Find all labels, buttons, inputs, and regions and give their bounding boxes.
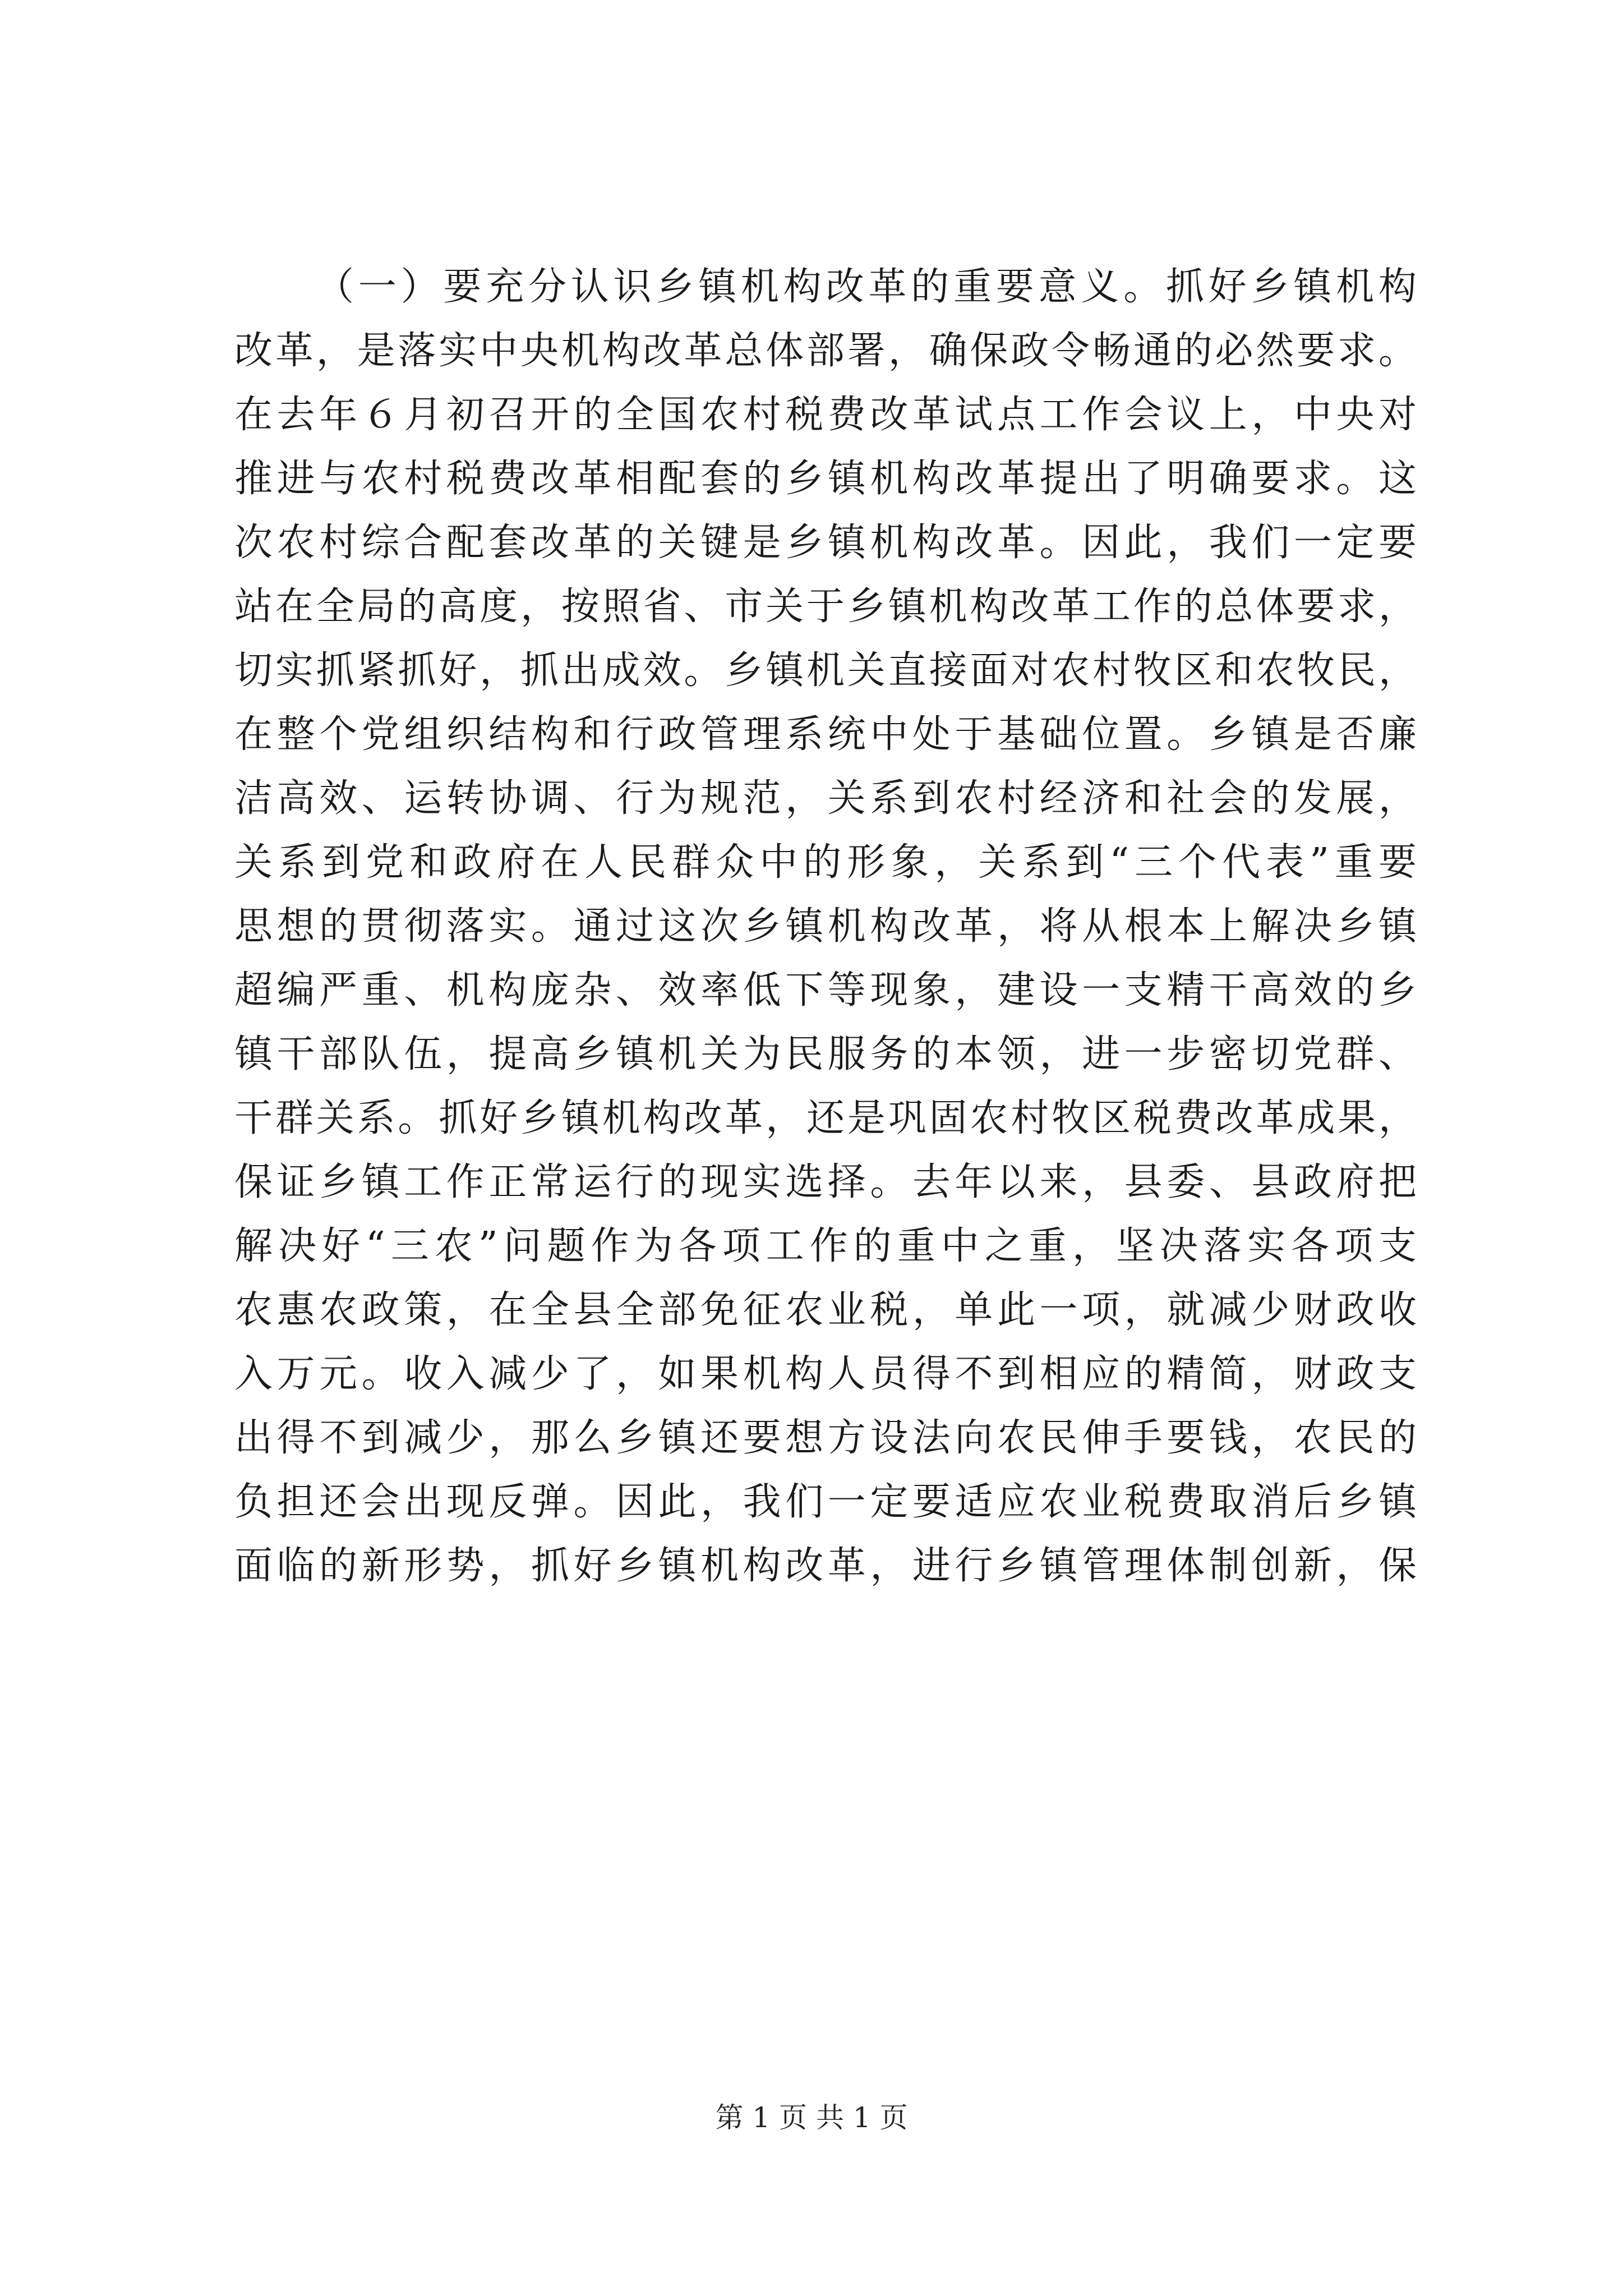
- text-line: 干群关系。抓好乡镇机构改革，还是巩固农村牧区税费改革成果，: [234, 1096, 1418, 1140]
- text-line: 切实抓紧抓好，抓出成效。乡镇机关直接面对农村牧区和农牧民，: [234, 648, 1418, 693]
- text-line: 洁高效、运转协调、行为规范，关系到农村经济和社会的发展，: [234, 776, 1418, 821]
- text-line: 超编严重、机构庞杂、效率低下等现象，建设一支精干高效的乡: [234, 968, 1418, 1013]
- text-line: 保证乡镇工作正常运行的现实选择。去年以来，县委、县政府把: [234, 1160, 1418, 1204]
- text-line: 负担还会出现反弹。因此，我们一定要适应农业税费取消后乡镇: [234, 1480, 1418, 1524]
- text-line: 改革，是落实中央机构改革总体部署，确保政令畅通的必然要求。: [234, 329, 1418, 373]
- text-line: 关系到党和政府在人民群众中的形象，关系到“三个代表”重要: [234, 840, 1418, 885]
- text-line: （一）要充分认识乡镇机构改革的重要意义。抓好乡镇机构: [316, 265, 1418, 309]
- text-line: 思想的贯彻落实。通过这次乡镇机构改革，将从根本上解决乡镇: [234, 904, 1418, 949]
- body-paragraph: [234, 255, 1418, 1598]
- text-line: 出得不到减少，那么乡镇还要想方设法向农民伸手要钱，农民的: [234, 1416, 1418, 1460]
- text-line: 在去年６月初召开的全国农村税费改革试点工作会议上，中央对: [234, 393, 1418, 437]
- text-line: 面临的新形势，抓好乡镇机构改革，进行乡镇管理体制创新，保: [234, 1544, 1418, 1588]
- text-line: 镇干部队伍，提高乡镇机关为民服务的本领，进一步密切党群、: [234, 1032, 1418, 1076]
- text-line: 解决好“三农”问题作为各项工作的重中之重，坚决落实各项支: [234, 1224, 1418, 1268]
- page-number-footer: 第 1 页 共 1 页: [715, 2101, 908, 2134]
- text-line: 次农村综合配套改革的关键是乡镇机构改革。因此，我们一定要: [234, 521, 1418, 565]
- text-line: 站在全局的高度，按照省、市关于乡镇机构改革工作的总体要求，: [234, 585, 1418, 629]
- text-line: 入万元。收入减少了，如果机构人员得不到相应的精简，财政支: [234, 1352, 1418, 1396]
- text-line: 推进与农村税费改革相配套的乡镇机构改革提出了明确要求。这: [234, 457, 1418, 501]
- text-line: 在整个党组织结构和行政管理系统中处于基础位置。乡镇是否廉: [234, 712, 1418, 757]
- text-line: 农惠农政策，在全县全部免征农业税，单此一项，就减少财政收: [234, 1288, 1418, 1332]
